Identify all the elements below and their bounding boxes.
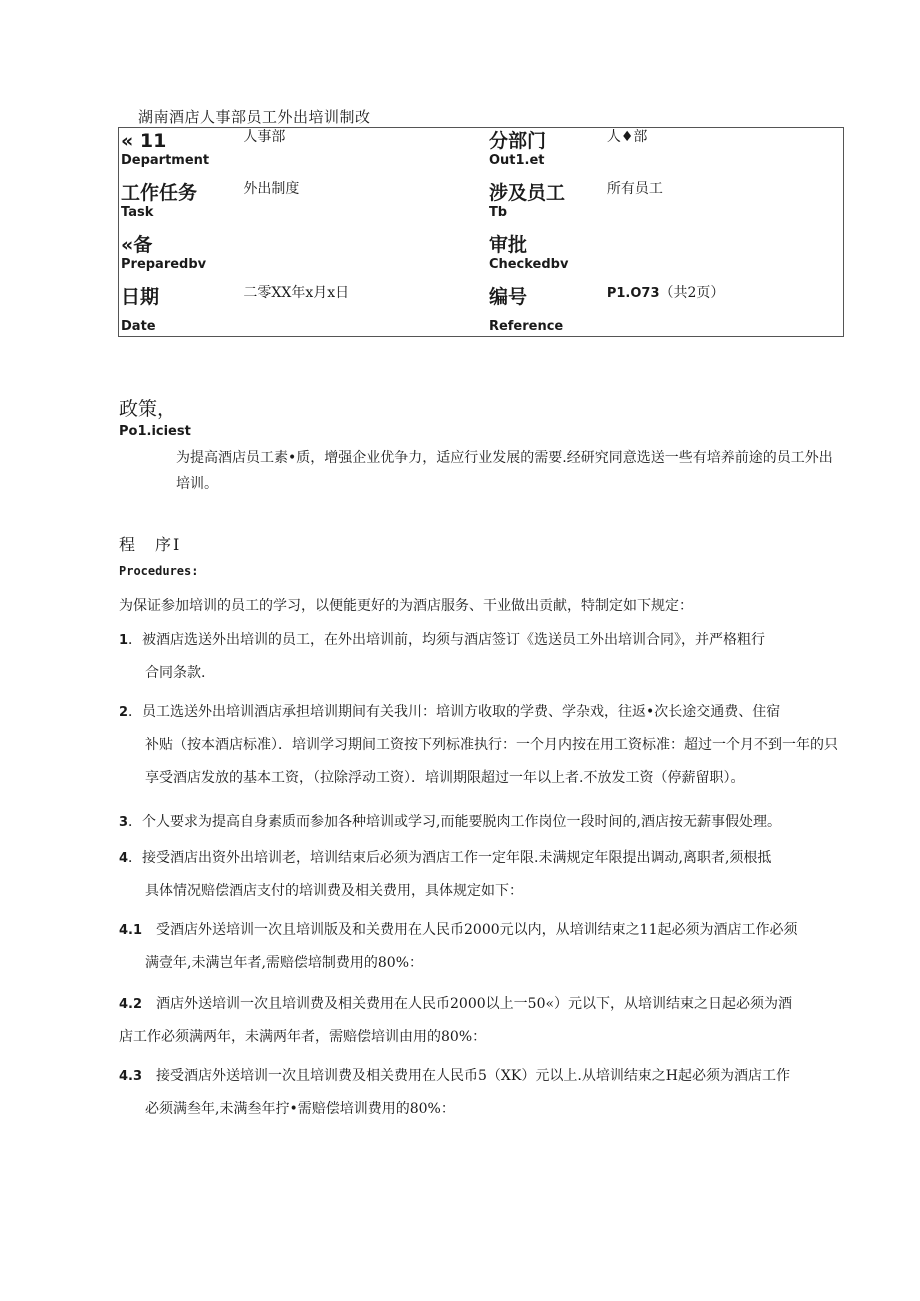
list-item <box>119 696 849 795</box>
checked-label-cn: 审批 <box>488 234 527 256</box>
prepared-label-en: Preparedbv <box>121 257 207 272</box>
checked-label-en: Checkedbv <box>488 257 569 272</box>
task-label-en: Task <box>121 205 154 220</box>
outlet-label-cn: 分部门 <box>488 130 546 152</box>
item-number: 4.2 <box>119 997 143 1012</box>
procedures-intro: 为保证参加培训的员工的学习，以便能更好的为酒店服务、干业做出贡献，特制定如下规定： <box>119 598 693 614</box>
document-title: 湖南酒店人事部员工外出培训制改 <box>138 108 371 126</box>
item-text: ．个人要求为提高自身素质而参加各种培训或学习,而能要脱肉工作岗位一段时间的,酒店按无薪事假处理。 <box>128 814 781 830</box>
item-number: 4.1 <box>119 923 143 938</box>
table-row <box>119 128 844 181</box>
item-text: ．员工选送外出培训酒店承担培训期间有关我川：培训方收取的学费、学杂戏，往返•次长途交通费、住宿 <box>128 704 781 720</box>
item-number: 2 <box>119 705 129 720</box>
item-text-continued: 合同条款. <box>145 665 206 681</box>
item-number: 4.3 <box>119 1069 143 1084</box>
task-label-cell <box>119 180 242 232</box>
item-number: 3 <box>119 815 129 830</box>
date-value: 二零XX年x月x日 <box>243 285 350 301</box>
reference-label-en: Reference <box>488 319 564 334</box>
procedures-heading-cn: 程 序I <box>119 535 182 554</box>
tb-label-en: Tb <box>488 205 508 220</box>
tb-value: 所有员工 <box>606 181 663 197</box>
task-value: 外出制度 <box>243 181 300 197</box>
department-label-en: Department <box>121 153 210 168</box>
prepared-value <box>241 232 487 284</box>
tb-label-cn: 涉及员工 <box>488 182 565 204</box>
prepared-label-cn: «备 <box>121 234 153 256</box>
item-text: 接受酒店外送培训一次且培训费及相关费用在人民币5（XK）元以上.从培训结束之H起必须为酒店工作 <box>142 1068 791 1084</box>
item-text: 受酒店外送培训一次且培训版及和关费用在人民币2000元以内，从培训结束之11起必须为酒店工作必须 <box>142 922 798 938</box>
item-text-continued: 满壹年,未满岂年者,需赔偿培制费用的80%： <box>145 955 424 971</box>
policy-heading-en: Po1.iciest <box>119 424 191 439</box>
outlet-label-en: Out1.et <box>488 153 545 168</box>
date-label-cell <box>119 284 242 337</box>
list-item <box>119 842 849 908</box>
checked-label-cell <box>487 232 605 284</box>
reference-code: P1.O73 <box>606 286 660 301</box>
item-text-continued: 店工作必须满两年，未满两年者，需赔偿培训由用的80%： <box>119 1029 487 1045</box>
list-item <box>119 806 849 839</box>
department-label-cn: « 11 <box>121 130 167 152</box>
prepared-label-cell <box>119 232 242 284</box>
reference-pages: （共2页） <box>659 285 725 301</box>
reference-label-cn: 编号 <box>488 286 527 308</box>
header-info-table <box>118 127 844 337</box>
item-text: ．被酒店选送外出培训的员工，在外出培训前，均须与酒店签订《选送员工外出培训合同》，并严格粗行 <box>128 632 766 648</box>
date-label-cn: 日期 <box>121 286 160 308</box>
table-row <box>119 232 844 284</box>
outlet-label-cell <box>487 128 605 181</box>
checked-value <box>605 232 844 284</box>
reference-label-cell <box>487 284 605 337</box>
item-text-continued: 具体情况赔偿酒店支付的培训费及相关费用，具体规定如下： <box>145 883 523 899</box>
department-label-cell <box>119 128 242 181</box>
date-label-en: Date <box>121 319 156 334</box>
list-item <box>119 624 849 690</box>
item-text: 酒店外送培训一次且培训费及相关费用在人民币2000以上一50«）元以下，从培训结束之日起必须为酒 <box>142 996 793 1012</box>
outlet-value: 人♦部 <box>606 129 648 145</box>
policy-text: 为提高酒店员工素•质，增强企业优争力，适应行业发展的需要.经研究同意选送一些有培养前途的员工外出培训。 <box>176 450 833 492</box>
item-text-continued: 补贴（按本酒店标准）．培训学习期间工资按下列标准执行：一个月内按在用工资标准：超过一个月不到一年的只享受酒店发放的基本工资，（拉除浮动工资）．培训期限超过一年以上者.不放发工资（停薪留职）。 <box>145 737 838 786</box>
reference-value <box>605 284 844 337</box>
item-number: 1 <box>119 633 129 648</box>
list-item <box>119 1060 849 1126</box>
list-item <box>119 914 849 980</box>
list-item <box>119 988 849 1054</box>
item-text-continued: 必须满叁年,未满叁年拧•需赔偿培训费用的80%： <box>145 1101 455 1117</box>
table-row <box>119 180 844 232</box>
task-label-cn: 工作任务 <box>121 182 198 204</box>
item-text: ．接受酒店出资外出培训老，培训结束后必须为酒店工作一定年限.未满规定年限提出调动,离职者,须根抵 <box>128 850 772 866</box>
department-value: 人事部 <box>243 129 286 145</box>
procedures-heading-en: Procedures: <box>119 564 199 578</box>
table-row <box>119 284 844 337</box>
policy-heading-cn: 政策， <box>119 398 177 420</box>
tb-label-cell <box>487 180 605 232</box>
item-number: 4 <box>119 851 129 866</box>
